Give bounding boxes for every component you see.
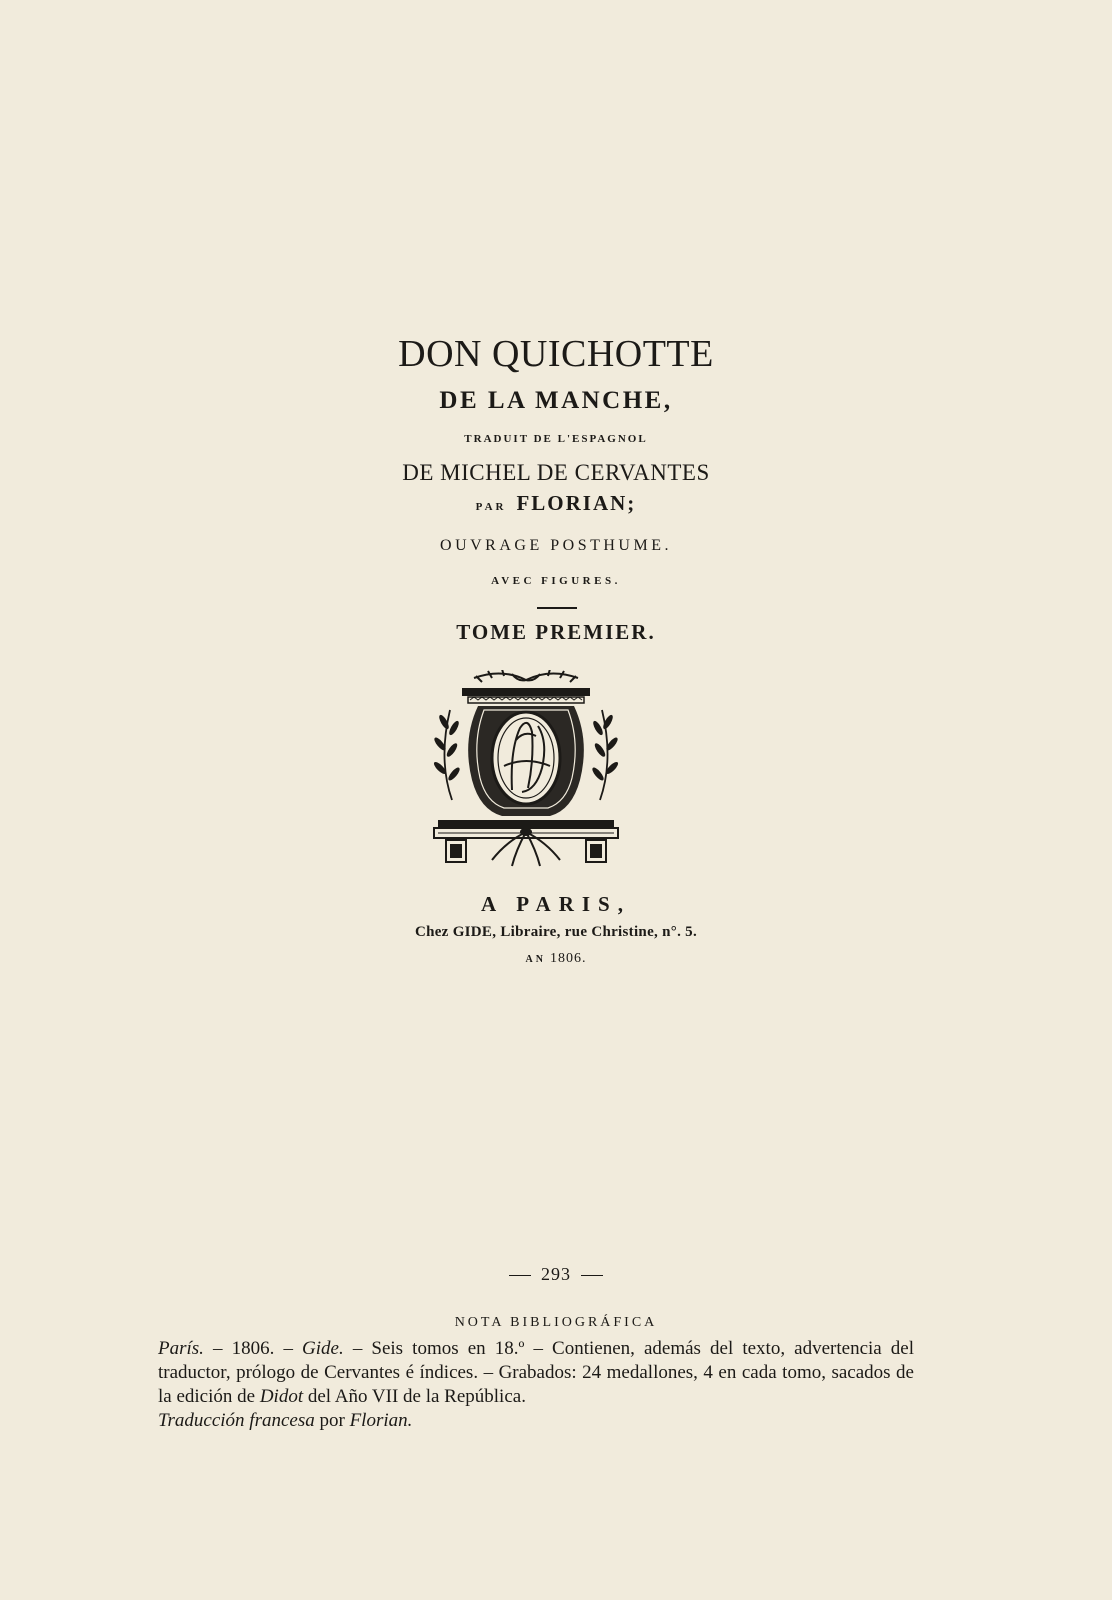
nota-trad-label: Traducción francesa [158,1410,315,1431]
nota-didot: Didot [259,1386,304,1407]
book-title: DON QUICHOTTE [398,333,714,375]
imprint-publisher: Chez GIDE, Libraire, rue Christine, n°. 5. [414,924,698,940]
nota-trad-name: Florian. [349,1410,413,1431]
nota-text-2: del Año VII de la República. [303,1386,526,1407]
translated-from-line: TRADUIT DE L'ESPAGNOL [464,433,648,445]
nota-text-1: – Seis tomos en 18.º – Contienen, además del texto, advertencia del traductor, prólogo de Cervantes é índices. – Grabados: 24 medallones, 4 en cada tomo, sacados de la edición de [158,1338,915,1407]
imprint-city: A PARIS, [481,892,631,916]
dash-left [509,1275,531,1276]
monogram-vignette-icon [432,670,620,880]
nota-heading: NOTA BIBLIOGRÁFICA [454,1315,658,1330]
imprint-year: 1806. [549,951,587,966]
nota-paragraph [158,1337,914,1409]
author-line: DE MICHEL DE CERVANTES [402,460,710,485]
translator-name: FLORIAN; [516,491,637,515]
nota-body [158,1337,914,1433]
with-figures-line: AVEC FIGURES. [491,575,621,587]
nota-trad-por: por [314,1410,350,1431]
page-number-line [0,1264,1112,1285]
nota-place: París. [158,1338,204,1359]
nota-sep: – 1806. – [203,1338,303,1359]
book-subtitle: DE LA MANCHE, [439,387,673,414]
title-divider [537,607,577,609]
year-prefix: AN [525,954,546,965]
page-number: 293 [541,1264,571,1284]
posthumous-work-line: OUVRAGE POSTHUME. [440,537,672,554]
volume-line: TOME PREMIER. [456,620,656,644]
translator-line [0,491,1112,516]
imprint-year-line [0,951,1112,967]
nota-translation-line [158,1409,914,1433]
nota-publisher: Gide. [302,1338,344,1359]
par-label: PAR [475,501,507,513]
dash-right [581,1275,603,1276]
